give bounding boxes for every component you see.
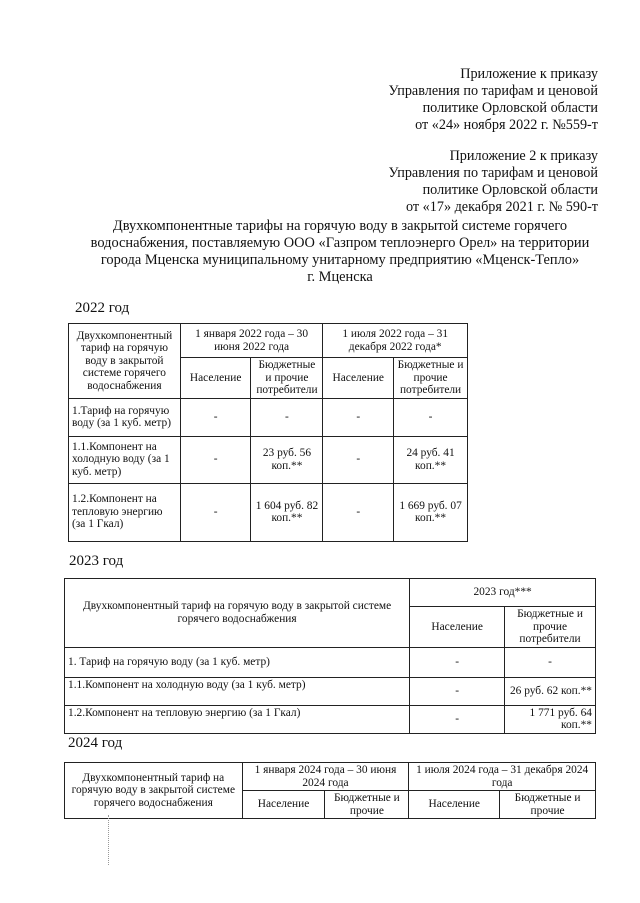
row-label: 1.1.Компонент на холодную воду (за 1 куб. метр) [69,436,181,483]
header2-line4: от «17» декабря 2021 г. № 590-т [406,199,598,215]
cell: - [180,398,251,436]
table-2024-col-population-1: Население [242,791,325,819]
header1-line2: Управления по тарифам и ценовой [388,83,598,99]
table-2022-col-budget-2: Бюджетные и прочие потребители [394,358,468,399]
table-row [69,398,468,436]
cell: - [251,398,323,436]
table-2024-col-budget-1: Бюджетные и прочие [325,791,409,819]
table-2022-col-population-1: Население [180,358,251,399]
cell: 1 604 руб. 82 коп.** [251,483,323,541]
table-row [69,483,468,541]
table-row [65,705,596,733]
table-2022-period2: 1 июля 2022 года – 31 декабря 2022 года* [323,324,468,358]
table-2024-head-label: Двухкомпонентный тариф на горячую воду в закрытой системе горячего водоснабжения [65,763,243,819]
table-row [65,647,596,677]
row-label: 1. Тариф на горячую воду (за 1 куб. метр) [65,647,410,677]
header2-line3: политике Орловской области [422,182,598,198]
table-2023-col-population: Население [410,607,505,648]
row-label: 1.Тариф на горячую воду (за 1 куб. метр) [69,398,181,436]
tariff-table-2022 [68,323,468,542]
year-2023-heading: 2023 год [69,553,124,569]
cell: - [180,436,251,483]
cell: - [180,483,251,541]
header2-line1: Приложение 2 к приказу [449,148,598,164]
row-label: 1.1.Компонент на холодную воду (за 1 куб. метр) [65,677,410,705]
cell: 23 руб. 56 коп.** [251,436,323,483]
table-2022-head-label: Двухкомпонентный тариф на горячую воду в закрытой системе горячего водоснабжения [69,324,181,399]
title-line1: Двухкомпонентные тарифы на горячую воду в закрытой системе горячего [112,218,568,234]
title-line4: г. Мценска [307,269,373,285]
table-2022-col-population-2: Население [323,358,394,399]
tariff-table-2023 [64,578,596,734]
header2-line2: Управления по тарифам и ценовой [388,165,598,181]
table-2024-period1: 1 января 2024 года – 30 июня 2024 года [242,763,409,791]
year-2024-heading: 2024 год [68,735,123,751]
cell: 1 771 руб. 64 коп.** [505,705,596,733]
cell: - [410,705,505,733]
cell: - [410,677,505,705]
table-2023-head-label: Двухкомпонентный тариф на горячую воду в закрытой системе горячего водоснабжения [65,579,410,648]
table-2024-period2: 1 июля 2024 года – 31 декабря 2024 года [409,763,596,791]
title-line2: водоснабжения, поставляемую ООО «Газпром теплоэнерго Орел» на территории [90,235,590,251]
year-2022-heading: 2022 год [75,300,130,316]
header1-line4: от «24» ноября 2022 г. №559-т [415,117,598,133]
tariff-table-2024 [64,762,596,819]
cell: 24 руб. 41 коп.** [394,436,468,483]
table-2022-col-budget-1: Бюджетные и прочие потребители [251,358,323,399]
cell: - [323,483,394,541]
title-line3: города Мценска муниципальному унитарному предприятию «Мценск-Тепло» [100,252,580,268]
cell: 1 669 руб. 07 коп.** [394,483,468,541]
table-2024-col-budget-2: Бюджетные и прочие [500,791,596,819]
table-row [69,436,468,483]
cell: - [323,398,394,436]
table-row [65,677,596,705]
appendix-header-1 [388,66,598,134]
row-label: 1.2.Компонент на тепловую энергию (за 1 Гкал) [65,705,410,733]
appendix-header-2 [388,148,598,216]
table-2023-col-budget: Бюджетные и прочие потребители [505,607,596,648]
cell: - [505,647,596,677]
cell: 26 руб. 62 коп.** [505,677,596,705]
scan-artifact [108,815,111,865]
table-2023-period: 2023 год*** [410,579,596,607]
header1-line3: политике Орловской области [422,100,598,116]
cell: - [410,647,505,677]
table-2022-period1: 1 января 2022 года – 30 июня 2022 года [180,324,323,358]
row-label: 1.2.Компонент на тепловую энергию (за 1 Гкал) [69,483,181,541]
table-2024-col-population-2: Население [409,791,500,819]
document-title [80,218,600,286]
header1-line1: Приложение к приказу [460,66,598,82]
cell: - [323,436,394,483]
cell: - [394,398,468,436]
